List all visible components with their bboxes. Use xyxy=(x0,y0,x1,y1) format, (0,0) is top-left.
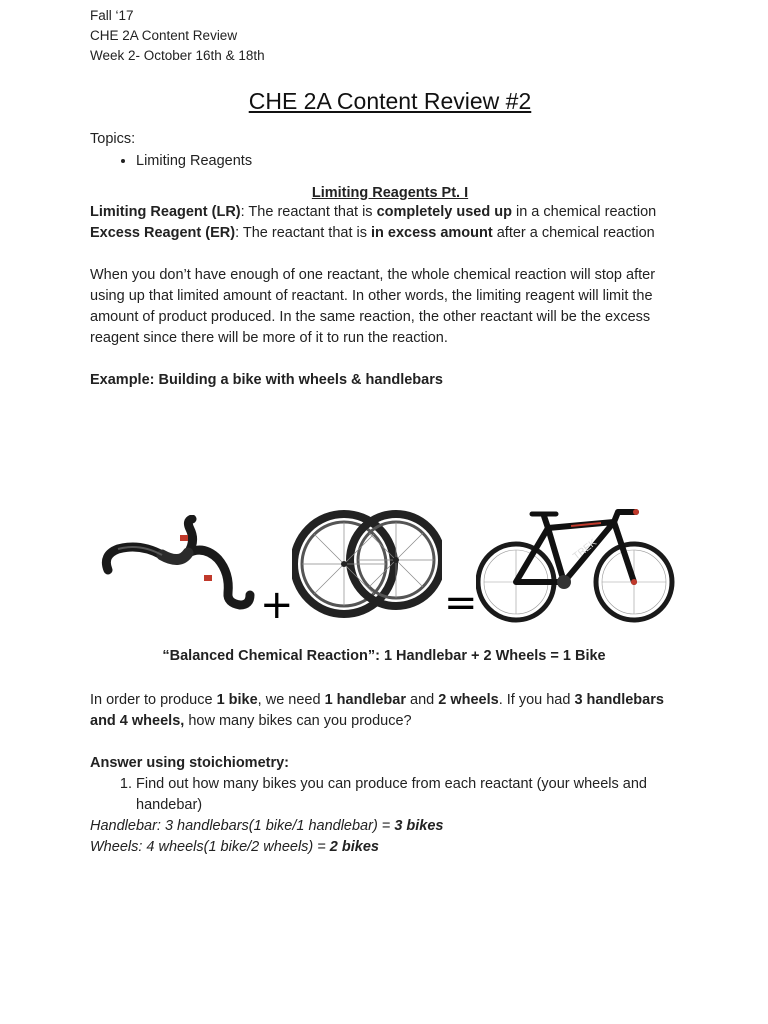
er-text-2: after a chemical reaction xyxy=(492,225,655,241)
lr-text-1: : The reactant that is xyxy=(240,204,377,220)
page-title: CHE 2A Content Review #2 xyxy=(248,88,532,114)
handlebar-image xyxy=(100,515,260,610)
er-bold: in excess amount xyxy=(371,225,493,241)
document-body xyxy=(90,6,690,391)
topic-item: • Limiting Reagents xyxy=(136,150,690,172)
wheels-calc: Wheels: 4 wheels(1 bike/2 wheels) = 2 bikes xyxy=(90,839,379,855)
balanced-reaction: “Balanced Chemical Reaction”: 1 Handlebar + 2 Wheels = 1 Bike xyxy=(162,648,606,664)
lr-bold: completely used up xyxy=(376,204,512,220)
definition-limiting-reagent xyxy=(90,202,690,223)
topics-label: Topics: xyxy=(90,131,136,147)
lr-text-2: in a chemical reaction xyxy=(511,204,657,220)
wheels-image xyxy=(292,498,442,630)
question-paragraph: In order to produce 1 bike, we need 1 handlebar and 2 wheels. If you had 3 handlebars and 4 wheels, how many bikes can you produce? xyxy=(90,692,664,729)
bike-brand-label: TREK xyxy=(571,537,600,563)
explanation-paragraph: When you don’t have enough of one reactant, the whole chemical reaction will stop after using up that limited amount of reactant. In other words, the limiting reagent will limit the amount of product produced. In the same reaction, the other reactant will be the excess reagent since there will be more of it to run the reaction. xyxy=(90,267,656,346)
handlebar-calc: Handlebar: 3 handlebars(1 bike/1 handlebar) = 3 bikes xyxy=(90,818,444,834)
er-text-1: : The reactant that is xyxy=(235,225,372,241)
bike-equation-figure xyxy=(96,470,686,640)
topics-list xyxy=(90,150,690,172)
step-item: 1. Find out how many bikes you can produce from each reactant (your wheels and handebar) xyxy=(136,774,690,816)
lr-term: Limiting Reagent (LR) xyxy=(90,204,241,220)
answer-section xyxy=(90,690,690,858)
header-course: CHE 2A Content Review xyxy=(90,28,238,43)
header-week: Week 2- October 16th & 18th xyxy=(90,48,265,63)
bike-image xyxy=(476,500,676,626)
header-term: Fall ‘17 xyxy=(90,8,134,23)
definition-excess-reagent xyxy=(90,223,690,244)
example-heading: Example: Building a bike with wheels & handlebars xyxy=(90,372,443,388)
section-title: Limiting Reagents Pt. I xyxy=(311,185,469,201)
steps-list xyxy=(90,774,690,816)
er-term: Excess Reagent (ER) xyxy=(90,225,236,241)
equals-sign: = xyxy=(444,580,478,626)
plus-sign: + xyxy=(260,582,294,628)
answer-heading: Answer using stoichiometry: xyxy=(90,755,290,771)
